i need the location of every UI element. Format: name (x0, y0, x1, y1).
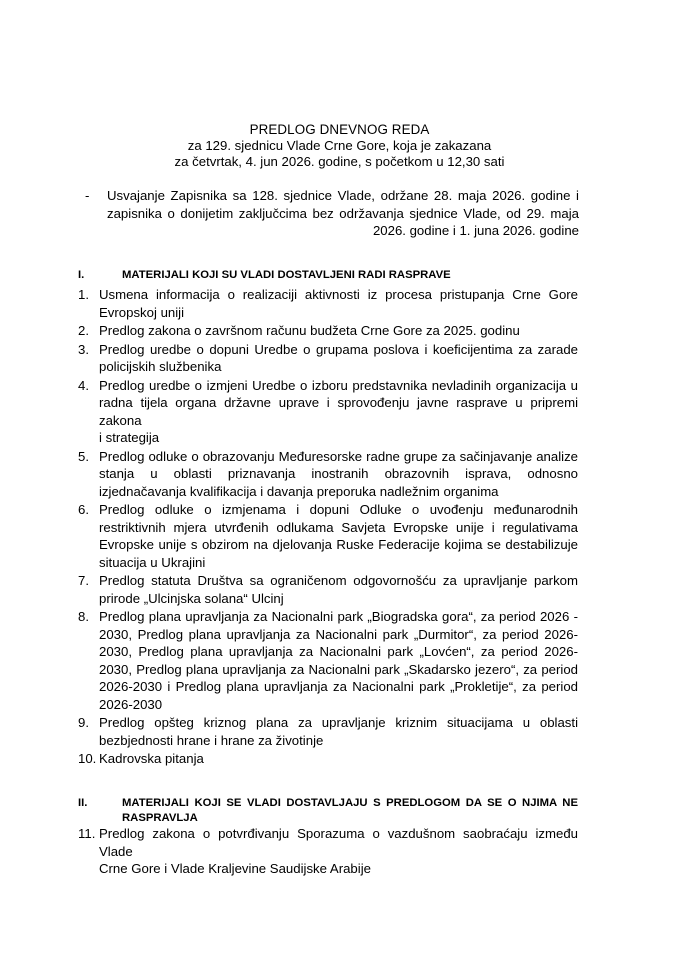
agenda-item (78, 825, 578, 878)
agenda-item-line: 2030, Predlog plana upravljanja za Nacionalni park „Skadarsko jezero“, za period (99, 661, 578, 677)
agenda-item-number: 11. (78, 826, 96, 841)
agenda-item (78, 322, 578, 340)
agenda-list-section-2 (78, 825, 578, 879)
agenda-item-number: 2. (78, 323, 89, 338)
agenda-item-line: restriktivnih mjera utvrđenih odlukama Savjeta Evropske unije i regulativama (99, 519, 578, 535)
document-title: PREDLOG DNEVNOG REDA (249, 122, 430, 137)
agenda-item-line: Predlog odluke o obrazovanju Međuresorske radne grupe za sačinjavanje analize (99, 448, 578, 464)
agenda-item-line: 2026-2030 (99, 696, 163, 712)
section-number: I. (78, 269, 85, 281)
agenda-item-line: i strategija (99, 430, 160, 445)
agenda-item-number: 10. (78, 751, 97, 766)
agenda-item-line: 2030, Predlog plana upravljanja za Nacionalni park „Lovćen“, za period 2026- (99, 644, 578, 659)
agenda-item (78, 377, 578, 447)
agenda-item-number: 7. (78, 573, 89, 588)
agenda-item-line: Predlog statuta Društva sa ograničenom odgovornošću za upravljanje parkom (99, 573, 578, 588)
agenda-item-line: Crne Gore i Vlade Kraljevine Saudijske Arabije (99, 861, 371, 876)
agenda-item-line: 2030, Predlog plana upravljanja za Nacionalni park „Durmitor“, za period 2026- (99, 626, 578, 642)
agenda-item-line: Predlog odluke o izmjenama i dopuni Odluke o uvođenju međunarodnih (99, 502, 578, 517)
agenda-item (78, 572, 578, 607)
agenda-item (78, 714, 578, 749)
agenda-item-line: Kadrovska pitanja (99, 751, 204, 766)
bullet-dash: - (85, 188, 90, 203)
agenda-item-line: bezbjednosti hrane i hrane za životinje (99, 732, 324, 748)
agenda-item (78, 341, 578, 376)
agenda-item-line: 2026-2030 i Predlog plana upravljanja za Nacionalni park „Prokletije“, za period (99, 679, 578, 694)
minutes-line: 2026. godine i 1. juna 2026. godine (372, 223, 579, 238)
agenda-item-line: Usmena informacija o realizaciji aktivnosti iz procesa pristupanja Crne Gore (99, 287, 578, 302)
section-title: MATERIJALI KOJI SU VLADI DOSTAVLJENI RADI RASPRAVE (122, 269, 451, 281)
agenda-item-line: Predlog uredbe o dopuni Uredbe o grupama poslova i koeficijentima za zarade (99, 341, 578, 357)
session-line: za 129. sjednicu Vlade Crne Gore, koja je zakazana (187, 138, 492, 153)
agenda-item-number: 9. (78, 715, 89, 730)
agenda-item-line: policijskih službenika (99, 359, 222, 374)
section-number: II. (78, 797, 88, 809)
agenda-list-section-1 (78, 286, 578, 769)
minutes-approval-item (85, 187, 579, 240)
agenda-item-number: 4. (78, 377, 89, 393)
agenda-item-number: 3. (78, 341, 89, 357)
minutes-line: Usvajanje Zapisnika sa 128. sjednice Vlade, održane 28. maja 2026. godine i (107, 188, 579, 203)
section-title (122, 796, 578, 811)
agenda-item-line: Predlog opšteg kriznog plana za upravljanje kriznim situacijama u oblasti (99, 715, 578, 730)
agenda-item-number: 6. (78, 502, 89, 517)
agenda-item (78, 501, 578, 571)
minutes-line: zapisnika o donijetim zaključcima bez održavanja sjednice Vlade, od 29. maja (107, 205, 579, 221)
agenda-item (78, 286, 578, 321)
agenda-item-line: radna tijela organa državne uprave i sprovođenju javne rasprave u pripremi zakona (99, 395, 578, 428)
agenda-item-line: Predlog zakona o potvrđivanju Sporazuma o vazdušnom saobraćaju između Vlade (99, 826, 578, 859)
agenda-item-line: prirode „Ulcinjska solana“ Ulcinj (99, 590, 284, 606)
agenda-item (78, 750, 578, 768)
section-title-line: RASPRAVLJA (122, 812, 198, 824)
agenda-item-number: 1. (78, 287, 89, 302)
agenda-item-line: Predlog zakona o završnom računu budžeta Crne Gore za 2025. godinu (99, 323, 520, 338)
agenda-item (78, 608, 578, 713)
agenda-item-line: Predlog plana upravljanja za Nacionalni park „Biogradska gora“, za period 2026 - (99, 609, 578, 624)
agenda-item-line: situacija u Ukrajini (99, 554, 206, 570)
agenda-item-line: Evropske unije s obzirom na djelovanja Ruske Federacije kojima se destabilizuje (99, 537, 578, 552)
session-date-line: za četvrtak, 4. jun 2026. godine, s početkom u 12,30 sati (174, 154, 505, 169)
agenda-item-number: 8. (78, 609, 89, 624)
agenda-item-line: izjednačavanja kvalifikacija i davanja preporuka nadležnim organima (99, 483, 499, 499)
agenda-item-line: Evropskoj uniji (99, 304, 185, 320)
agenda-item-number: 5. (78, 448, 89, 464)
agenda-item (78, 448, 578, 501)
agenda-item-line: Predlog uredbe o izmjeni Uredbe o izboru predstavnika nevladinih organizacija u (99, 377, 578, 393)
section-title-line: MATERIJALI KOJI SE VLADI DOSTAVLJAJU S PREDLOGOM DA SE O NJIMA NE (122, 797, 578, 809)
agenda-item-line: stanja u oblasti priznavanja inostranih obrazovnih isprava, odnosno (99, 466, 578, 481)
